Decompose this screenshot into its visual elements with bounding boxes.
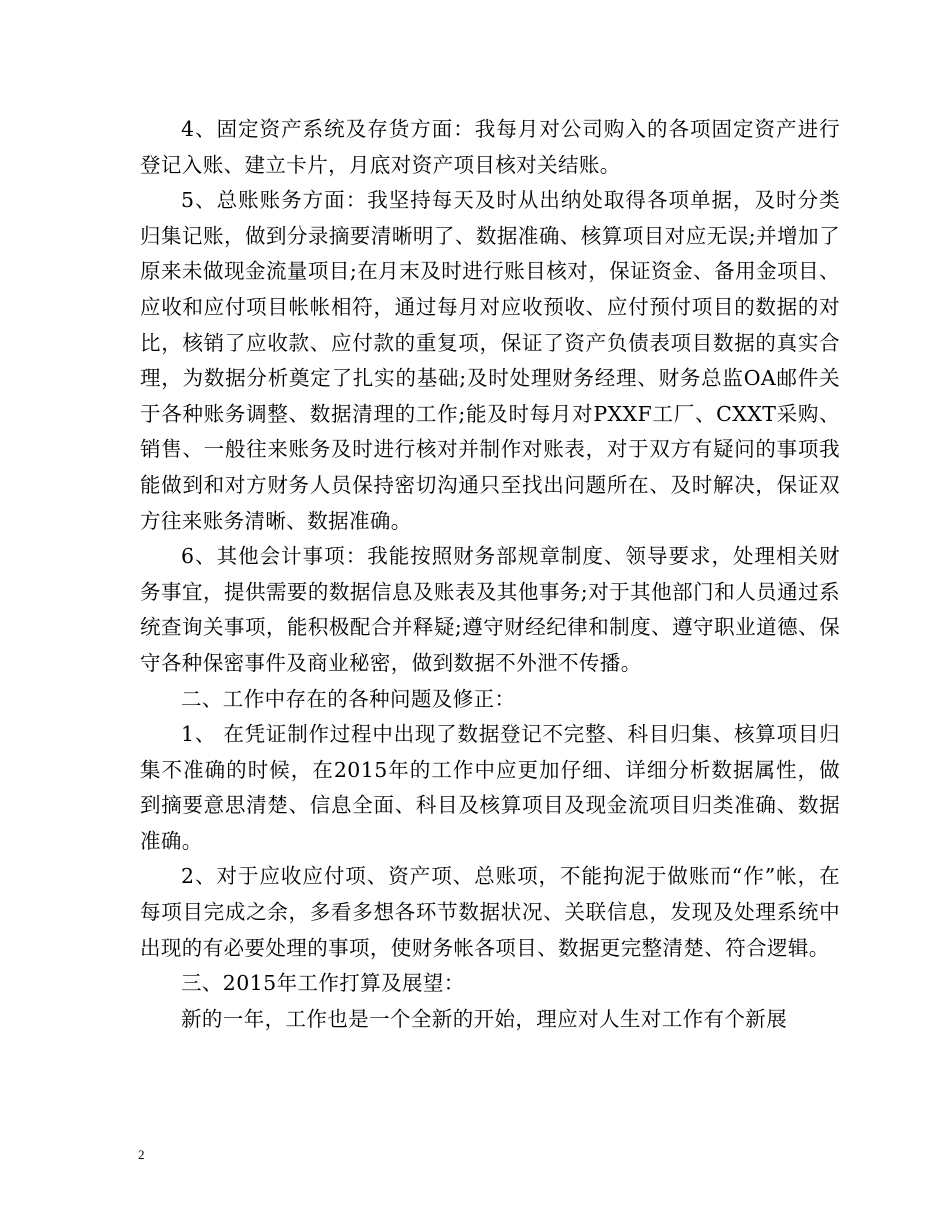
section-heading-plans: 三、2015年工作打算及展望： <box>181 971 465 996</box>
document-body <box>140 112 840 1037</box>
page-number: 2 <box>138 1147 145 1162</box>
paragraph-problem-2: 2、对于应收应付项、资产项、总账项，不能拘泥于做账而“作”帐，在每项目完成之余，多看多想各环节数据状况、关联信息，发现及处理系统中出现的有必要处理的事项，使财务帐各项目、数据更完整清楚、符合逻辑。 <box>140 864 840 960</box>
paragraph-new-year: 新的一年，工作也是一个全新的开始，理应对人生对工作有个新展 <box>181 1006 788 1031</box>
paragraph-problem-1: 1、 在凭证制作过程中出现了数据登记不完整、科目归集、核算项目归集不准确的时候，在2015年的工作中应更加仔细、详细分析数据属性，做到摘要意思清楚、信息全面、科目及核算项目及现金流项目归类准确、数据准确。 <box>140 722 840 853</box>
section-heading-problems: 二、工作中存在的各种问题及修正： <box>181 686 516 711</box>
paragraph-other-accounting: 6、其他会计事项：我能按照财务部规章制度、领导要求，处理相关财务事宜，提供需要的数据信息及账表及其他事务;对于其他部门和人员通过系统查询关事项，能积极配合并释疑;遵守财经纪律和制度、遵守职业道德、保守各种保密事件及商业秘密，做到数据不外泄不传播。 <box>140 544 840 675</box>
paragraph-fixed-assets: 4、固定资产系统及存货方面：我每月对公司购入的各项固定资产进行登记入账、建立卡片，月底对资产项目核对关结账。 <box>140 117 840 177</box>
paragraph-general-ledger: 5、总账账务方面：我坚持每天及时从出纳处取得各项单据，及时分类归集记账，做到分录摘要清晰明了、数据准确、核算项目对应无误;并增加了原来未做现金流量项目;在月末及时进行账目核对，保证资金、备用金项目、应收和应付项目帐帐相符，通过每月对应收预收、应付预付项目的数据的对比，核销了应收款、应付款的重复项，保证了资产负债表项目数据的真实合理，为数据分析奠定了扎实的基础;及时处理财务经理、财务总监OA邮件关于各种账务调整、数据清理的工作;能及时每月对PXXF工厂、CXXT采购、销售、一般往来账务及时进行核对并制作对账表，对于双方有疑问的事项我能做到和对方财务人员保持密切沟通只至找出问题所在、及时解决，保证双方往来账务清晰、数据准确。 <box>140 188 840 533</box>
